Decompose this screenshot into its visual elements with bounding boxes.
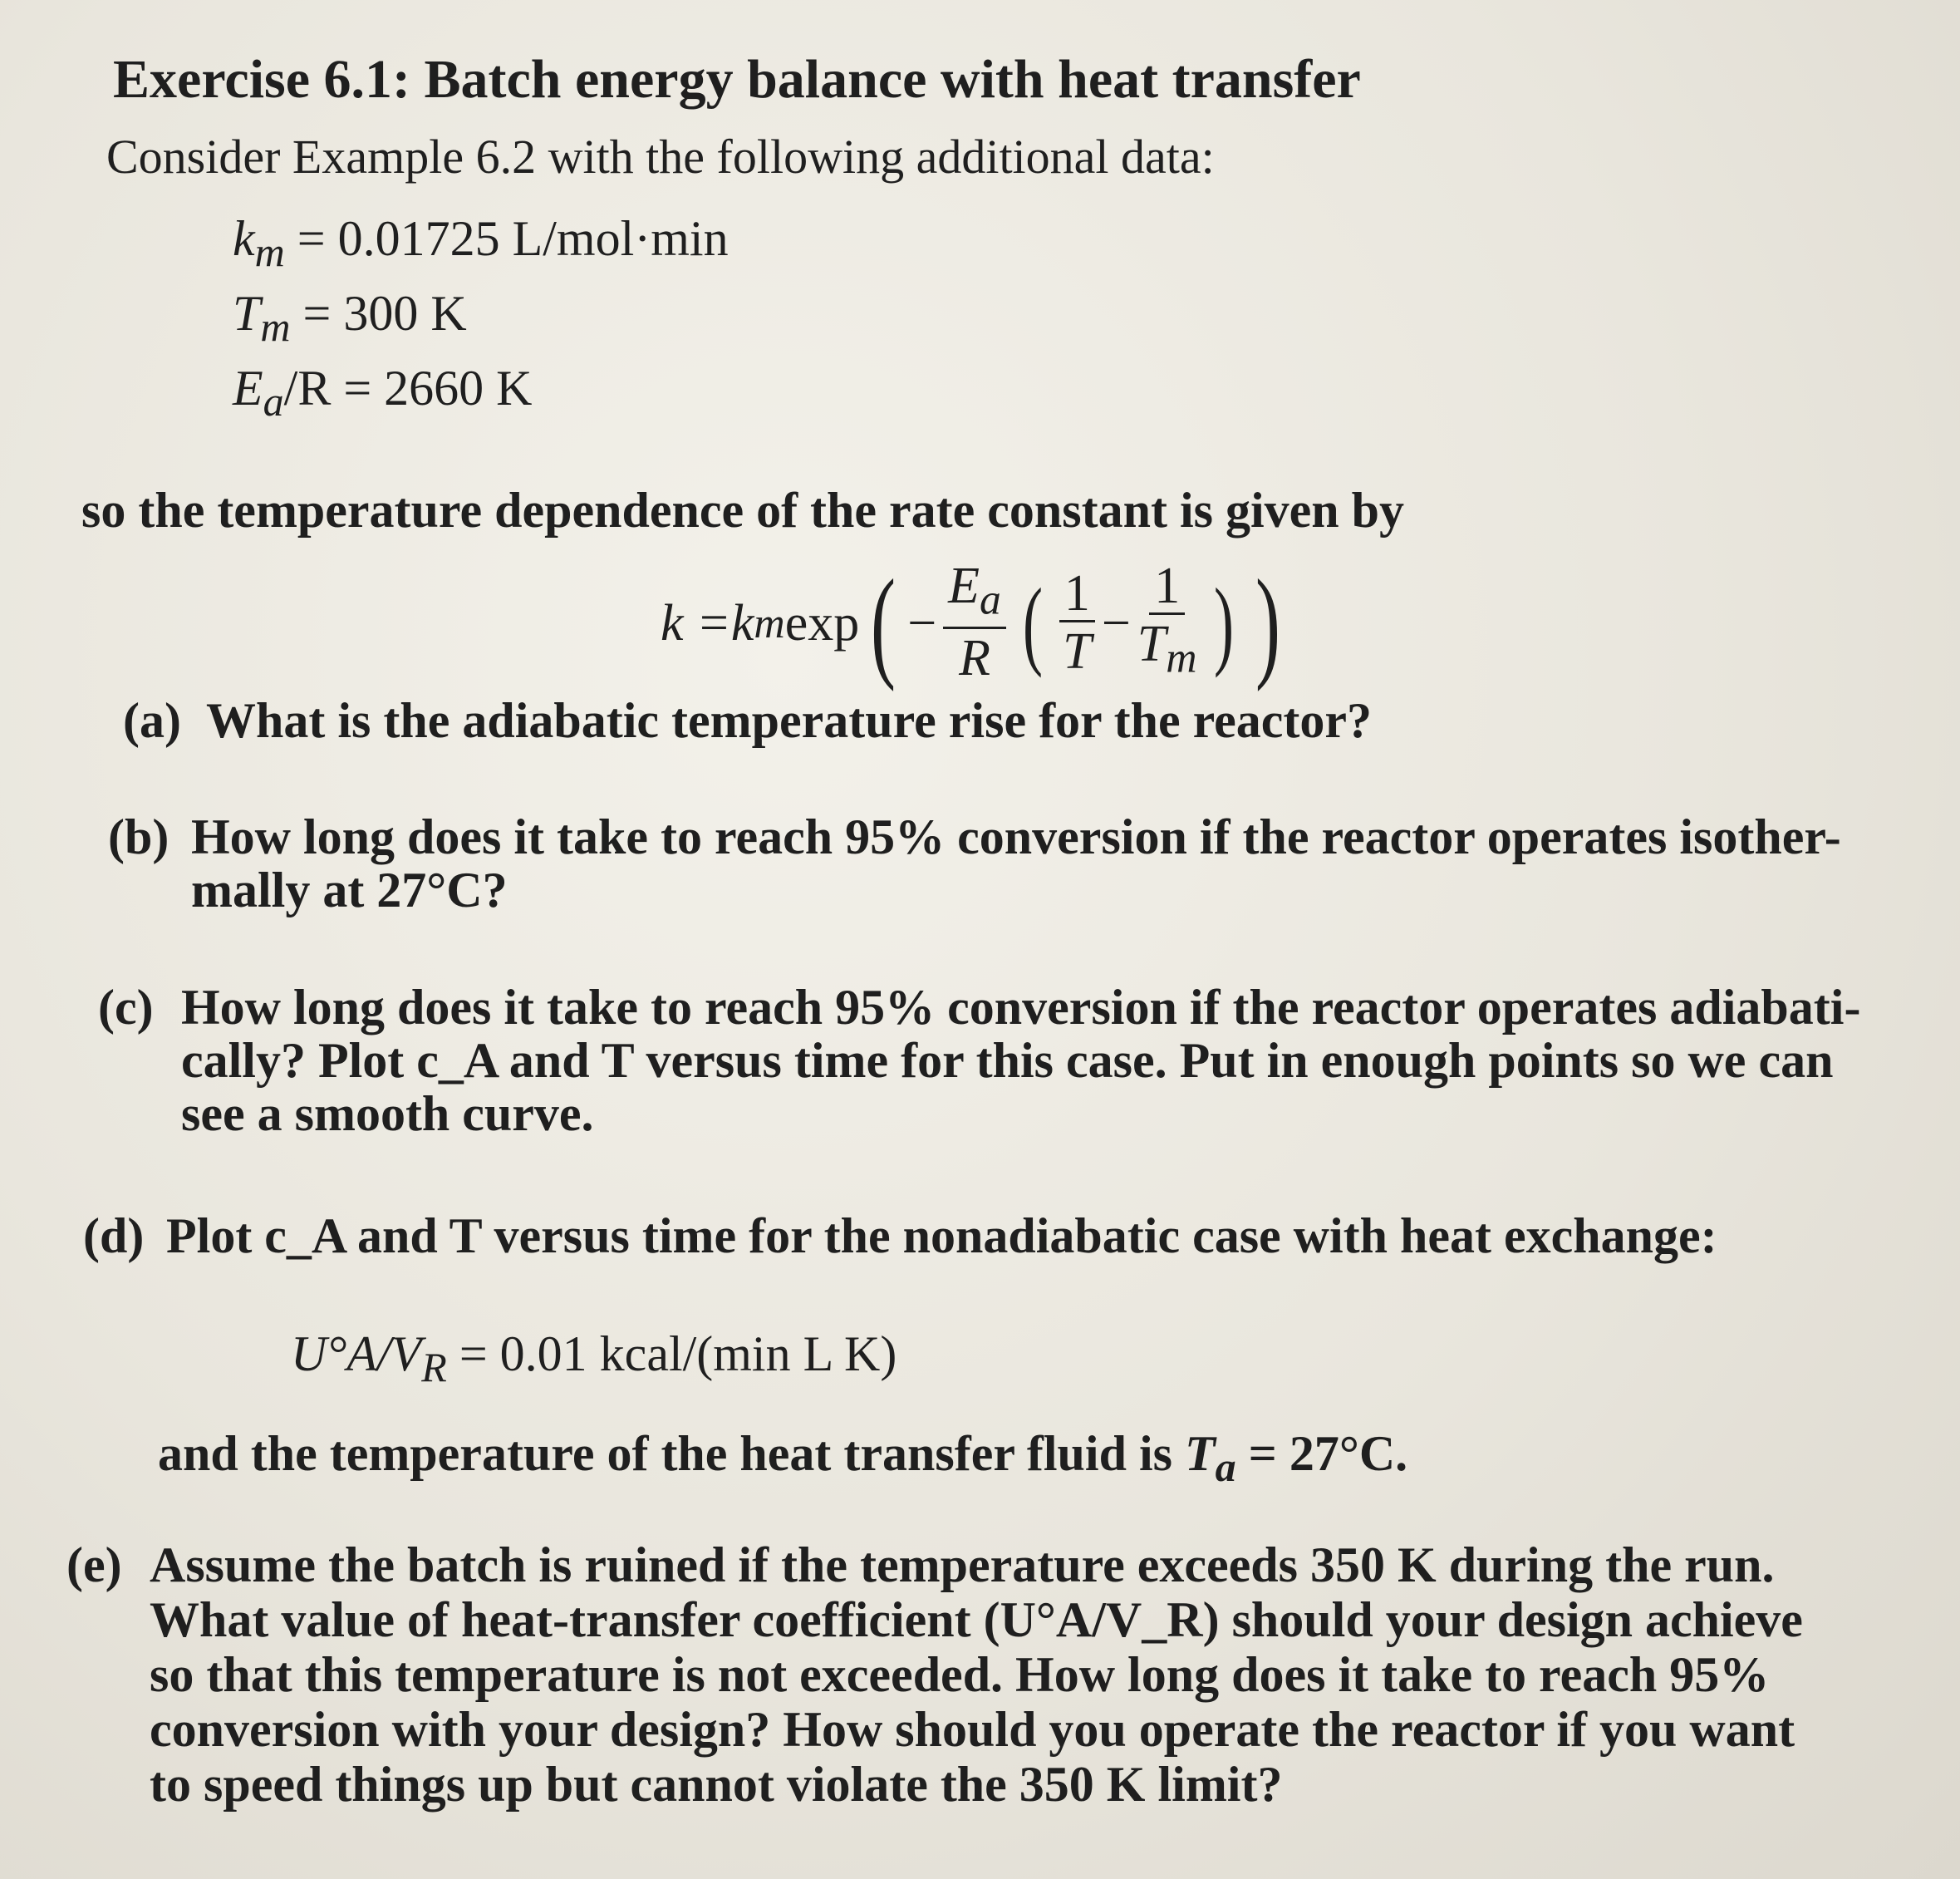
given-tm: $T_m = 300$ K	[233, 286, 467, 350]
rate-constant-formula: k = k m exp ( − $\frac{E_a}{R}$ ( $\frac{1}{T}$ − $\frac{1}{T_m}$ ) )	[661, 554, 1280, 692]
ea-over-r-fraction: $\frac{E_a}{R}$	[943, 559, 1006, 687]
exercise-title: Exercise 6.1: Batch energy balance with heat transfer	[113, 49, 1361, 110]
heat-exchange-equation: $U^\circ A/V_R = 0.01$ kcal/(min L K)	[291, 1326, 897, 1390]
given-data	[233, 208, 729, 432]
one-over-tm-fraction: $\frac{1}{T_m}$	[1137, 557, 1197, 682]
bleed-through-text	[1445, 66, 1910, 311]
intro-text: Consider Example 6.2 with the following additional data:	[106, 130, 1215, 184]
given-km: $k_m = 0.01725$ L/mol·min	[233, 211, 729, 275]
given-ea-r: $E_a/R = 2660$ K	[233, 361, 533, 425]
one-over-t-fraction: $\frac{1}{T}$	[1059, 567, 1095, 681]
textbook-page: Exercise 6.1: Batch energy balance with heat transfer Consider Example 6.2 with the following additional data: $k_m = 0.01725$ L/mol·min $T_m = 300$ K $E_a/R = 2660$ K so the temperature dependence of the rate constant is given by k = k m exp ( − $\frac{E_a}{R}$ ( $\frac{1}{T}$ − $\frac{1}{T_m}$ ) ) (a) What is the adiabatic temperature rise for the reactor? (b) How long does it take to reach 95% conversion if the reactor operates isother- mally at 27°C? (c) How long does it take to reach 95% conversion if the reactor operates adiabati- cally? Plot c_A and T versus time for this case. Put in enough points so we can see a smooth curve. (d) Plot c_A and T versus time for the nonadiabatic case with heat exchange: $U^\circ A/V_R = 0.01$ kcal/(min L K) and the temperature of the heat transfer fluid is $T_a = 27^\circ C$. (e) Assume the batch is ruined if the temperature exceeds 350 K during the run. What value of heat-transfer coefficient (U°A/V_R) should your design achieve so that this temperature is not exceeded. How long does it take to reach 95% conversion with your design? How should you operate the reactor if you want to speed things up but cannot violate the 350 K limit?	[0, 0, 1960, 1879]
fluid-temperature-text: and the temperature of the heat transfer fluid is $T_a = 27^\circ C$.	[158, 1426, 1408, 1490]
temperature-dependence-text: so the temperature dependence of the rate constant is given by	[81, 483, 1405, 538]
